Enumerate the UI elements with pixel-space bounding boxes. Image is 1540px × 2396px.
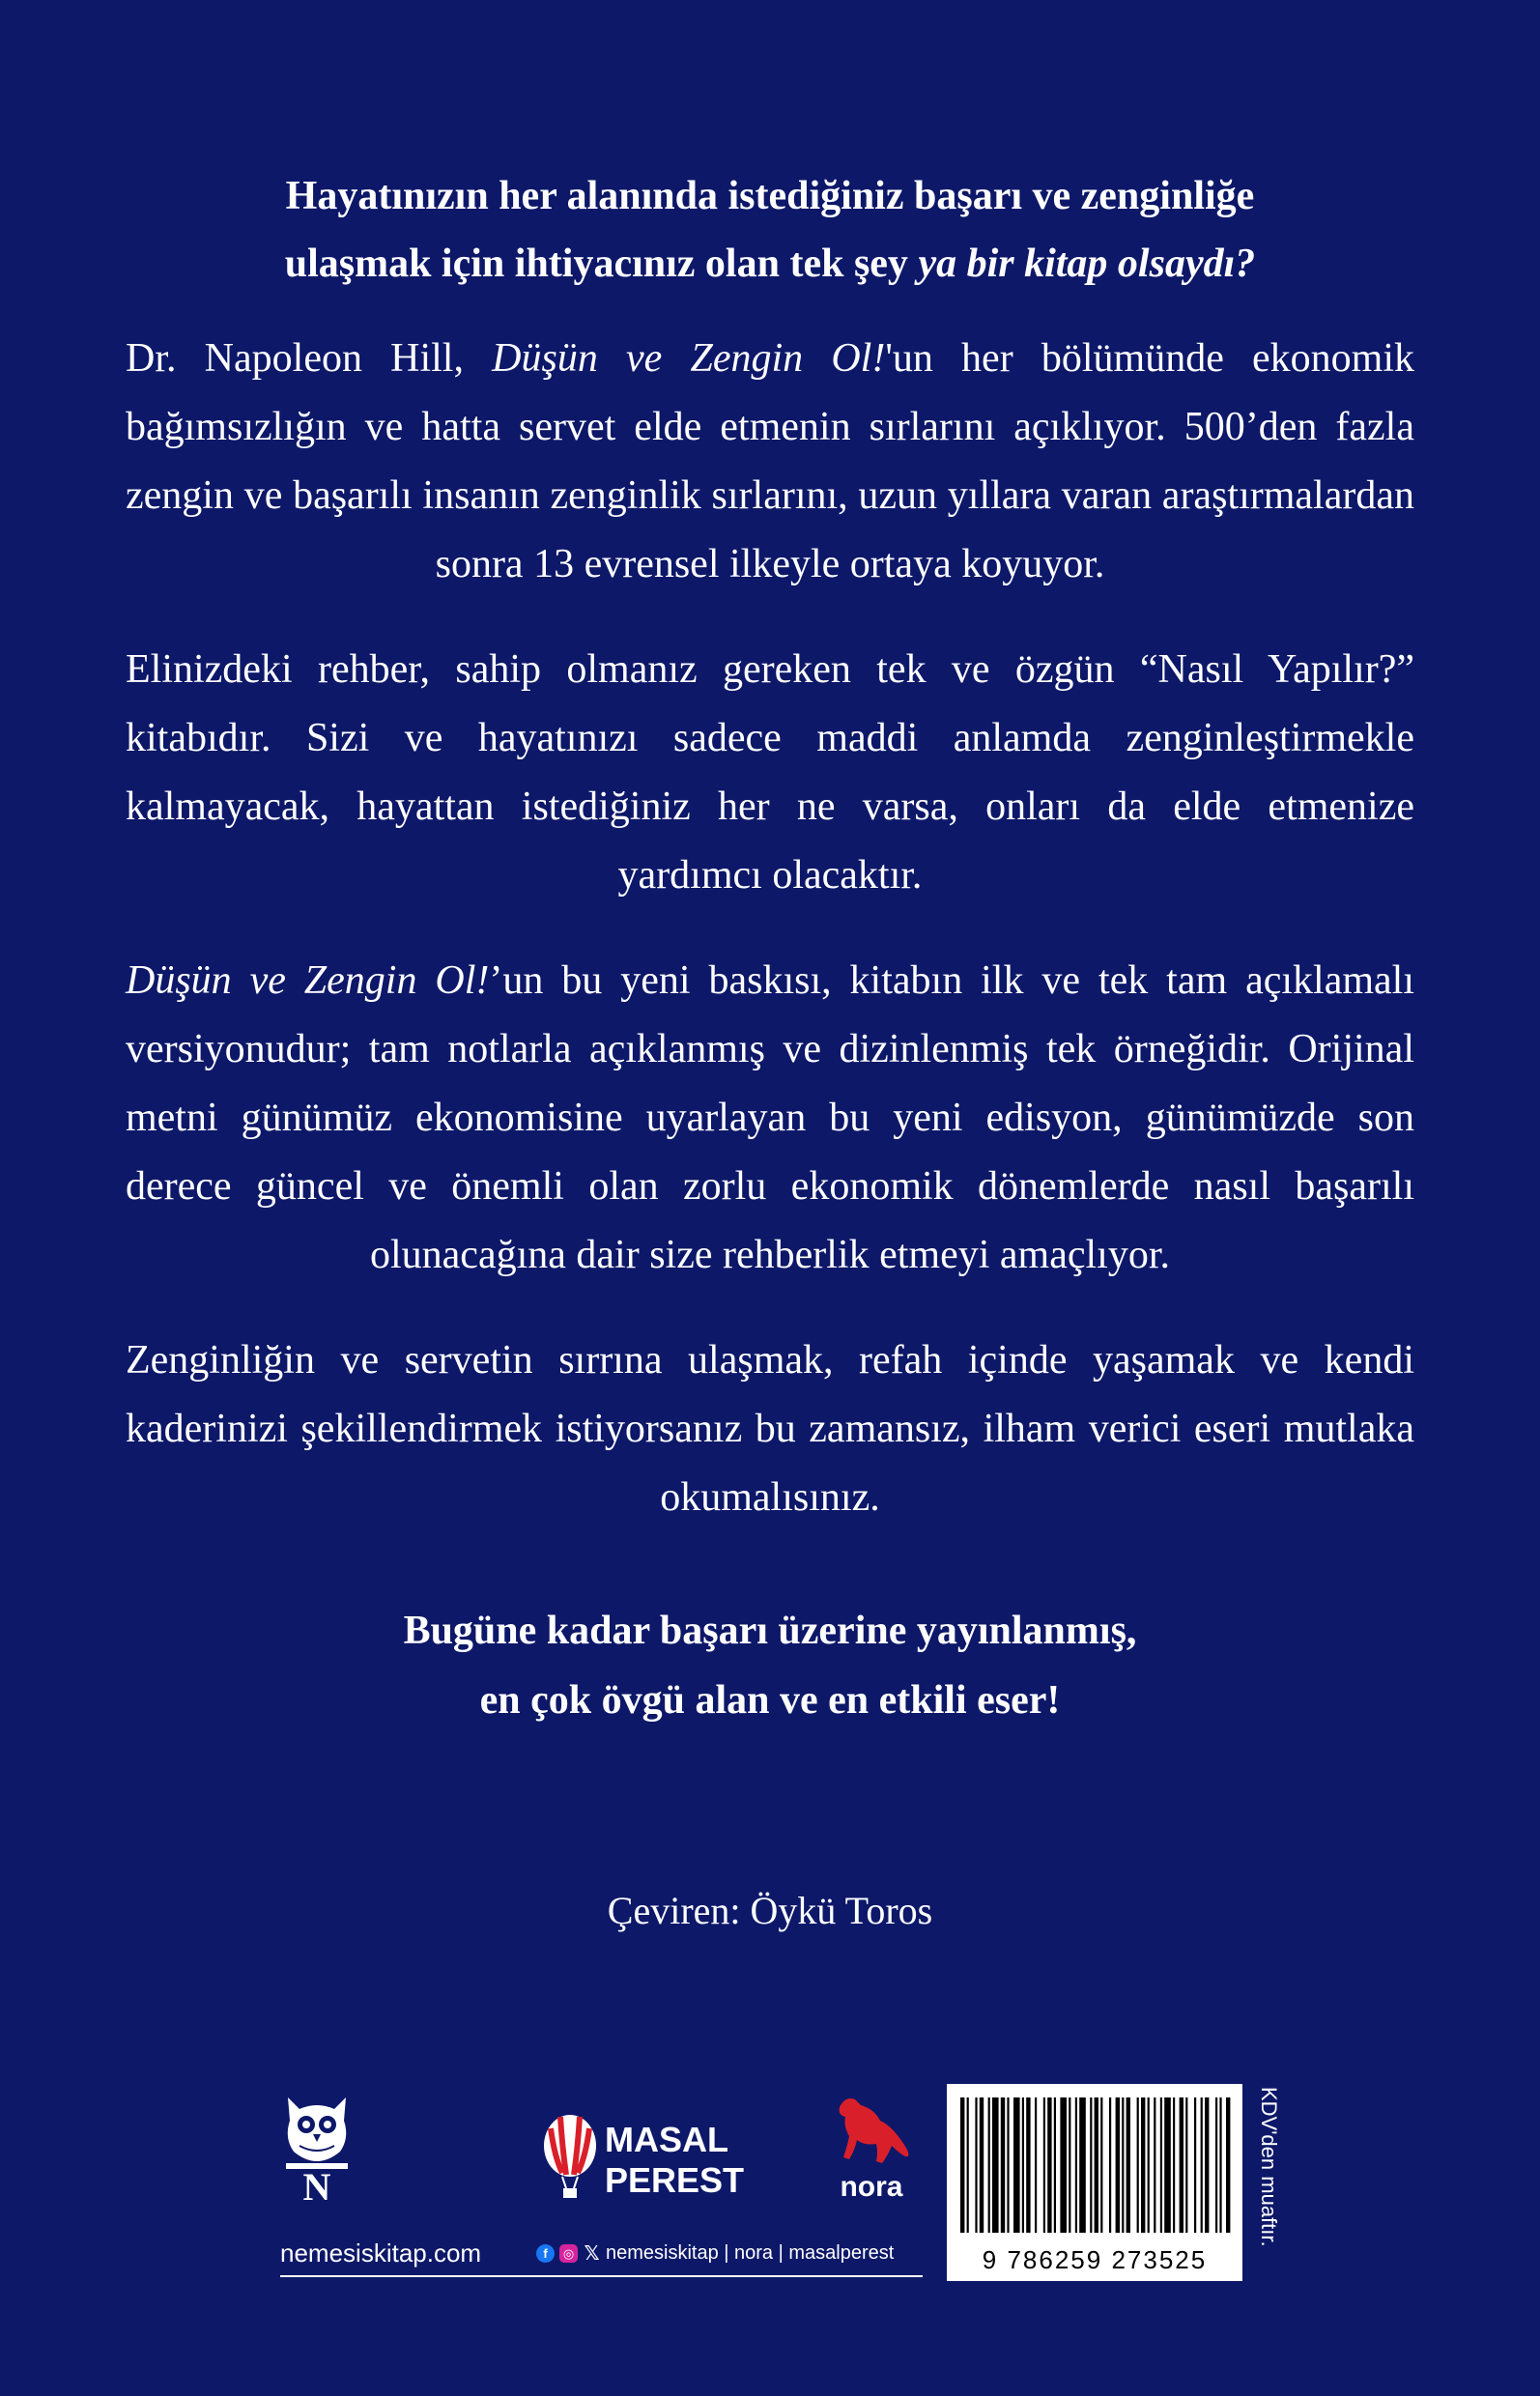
barcode-bar [967, 2097, 969, 2233]
barcode-bar [1047, 2097, 1051, 2233]
closing-statement [126, 1596, 1414, 1735]
barcode-bar [1026, 2097, 1030, 2233]
headline-line-1: Hayatınızın her alanında istediğiniz başarı ve zenginliğe [285, 174, 1255, 218]
barcode-bar [1109, 2097, 1111, 2233]
headline [126, 162, 1414, 298]
translator-credit: Çeviren: Öykü Toros [607, 1889, 933, 1932]
barcode-bar [1185, 2097, 1187, 2233]
barcode-bar [992, 2097, 999, 2233]
nora-greyhound-logo [826, 2092, 918, 2203]
barcode-bars [960, 2097, 1229, 2233]
barcode-bar [1201, 2097, 1203, 2233]
barcode-bar [1164, 2097, 1171, 2233]
barcode-bar [1100, 2097, 1102, 2233]
paragraph-4: Zenginliğin ve servetin sırrına ulaşmak, refah içinde yaşamak ve kendi kaderinizi şekillendirmek istiyorsanız bu zamansız, ilham verici eseri mutlaka okumalısınız. [126, 1338, 1414, 1520]
barcode-bar [980, 2097, 984, 2233]
barcode-bar [1126, 2097, 1130, 2233]
barcode-bar [1079, 2097, 1086, 2233]
barcode-bar [1116, 2097, 1120, 2233]
isbn-number: 9 786259 273525 [982, 2245, 1208, 2274]
barcode-bar [1148, 2097, 1150, 2233]
instagram-icon[interactable]: ◎ [559, 2244, 578, 2263]
masal-logo-word-2: PEREST [605, 2160, 745, 2200]
vat-exempt-note: KDV'den muaftır. [1257, 2087, 1281, 2247]
p3-book-title: Düşün ve Zengin Ol! [126, 958, 490, 1003]
barcode-bar [1001, 2097, 1005, 2233]
p3-after: ’un bu yeni baskısı, kitabın ilk ve tek tam açıklamalı versiyonudur; tam notlarla açıklanmış ve dizinlenmiş tek örneğidir. Orijinal metni günümüz ekonomisine uyarlayan bu yeni edisyon, günümüzde son derece güncel ve önemli olan zorlu ekonomik dönemlerde nasıl başarılı olunacağına dair size rehberlik etmeyi amaçlıyor. [126, 958, 1414, 1277]
barcode-bar [1194, 2097, 1196, 2233]
closing-line-1: Bugüne kadar başarı üzerine yayınlanmış, [403, 1609, 1137, 1653]
p1-before: Dr. Napoleon Hill, [126, 336, 493, 381]
barcode-bar [960, 2097, 964, 2233]
barcode-bar [1226, 2097, 1230, 2233]
nora-logo-word: nora [840, 2171, 903, 2203]
barcode-bar [1215, 2097, 1217, 2233]
isbn-barcode [947, 2084, 1242, 2281]
p1-after: 'un her bölümünde ekonomik bağımsızlığın ve hatta servet elde etmenin sırlarını açıklıyor. 500’den fazla zengin ve başarılı insanın zenginlik sırlarını, uzun yıllara varan araştırmalardan sonra 13 evrensel ilkeyle ortaya koyuyor. [126, 336, 1414, 586]
barcode-bar [988, 2097, 990, 2233]
barcode-bar [1173, 2097, 1175, 2233]
footer-divider [280, 2275, 923, 2277]
back-cover-text [126, 162, 1414, 1735]
barcode-bar [1007, 2097, 1009, 2233]
barcode-bar [1069, 2097, 1070, 2233]
barcode-bar [1035, 2097, 1037, 2233]
masalperest-logo [541, 2109, 745, 2206]
social-handles-text: nemesiskitap | nora | masalperest [606, 2242, 895, 2264]
barcode-bar [975, 2097, 977, 2233]
barcode-bar [1095, 2097, 1098, 2233]
paragraph-1 [126, 325, 1414, 599]
barcode-bar [1022, 2097, 1024, 2233]
facebook-icon[interactable]: f [536, 2244, 555, 2263]
barcode-bar [1160, 2097, 1162, 2233]
barcode-bar [1141, 2097, 1145, 2233]
closing-line-2: en çok övgü alan ve en etkili eser! [479, 1678, 1061, 1723]
barcode-bar [1075, 2097, 1077, 2233]
social-handles [536, 2242, 894, 2265]
nemesis-logo-letter: N [302, 2165, 331, 2209]
headline-italic: ya bir kitap olsaydı? [918, 242, 1256, 286]
barcode-bar [1060, 2097, 1067, 2233]
nemesis-owl-logo [280, 2092, 354, 2209]
barcode-bar [1137, 2097, 1139, 2233]
p1-book-title: Düşün ve Zengin Ol! [492, 336, 886, 381]
barcode-bar [1090, 2097, 1092, 2233]
barcode-bar [1122, 2097, 1124, 2233]
x-icon[interactable]: 𝕏 [584, 2243, 600, 2265]
barcode-bar [1219, 2097, 1221, 2233]
barcode-bar [1205, 2097, 1209, 2233]
barcode-bar [1154, 2097, 1155, 2233]
barcode-bar [1054, 2097, 1056, 2233]
masal-logo-word-1: MASAL [605, 2120, 728, 2159]
barcode-bar [1043, 2097, 1045, 2233]
paragraph-3 [126, 947, 1414, 1290]
headline-line-2: ulaşmak için ihtiyacınız olan tek şey [284, 242, 919, 286]
barcode-bar [1180, 2097, 1184, 2233]
paragraph-2: Elinizdeki rehber, sahip olmanız gereken tek ve özgün “Nasıl Yapılır?” kitabıdır. Sizi ve hayatınızı sadece maddi anlamda zenginleştirmekle kalmayacak, hayattan istediğiniz her ne varsa, onları da elde etmenize yardımcı olacaktır. [126, 647, 1414, 898]
website-link[interactable]: nemesiskitap.com [280, 2239, 482, 2268]
barcode-bar [1013, 2097, 1020, 2233]
